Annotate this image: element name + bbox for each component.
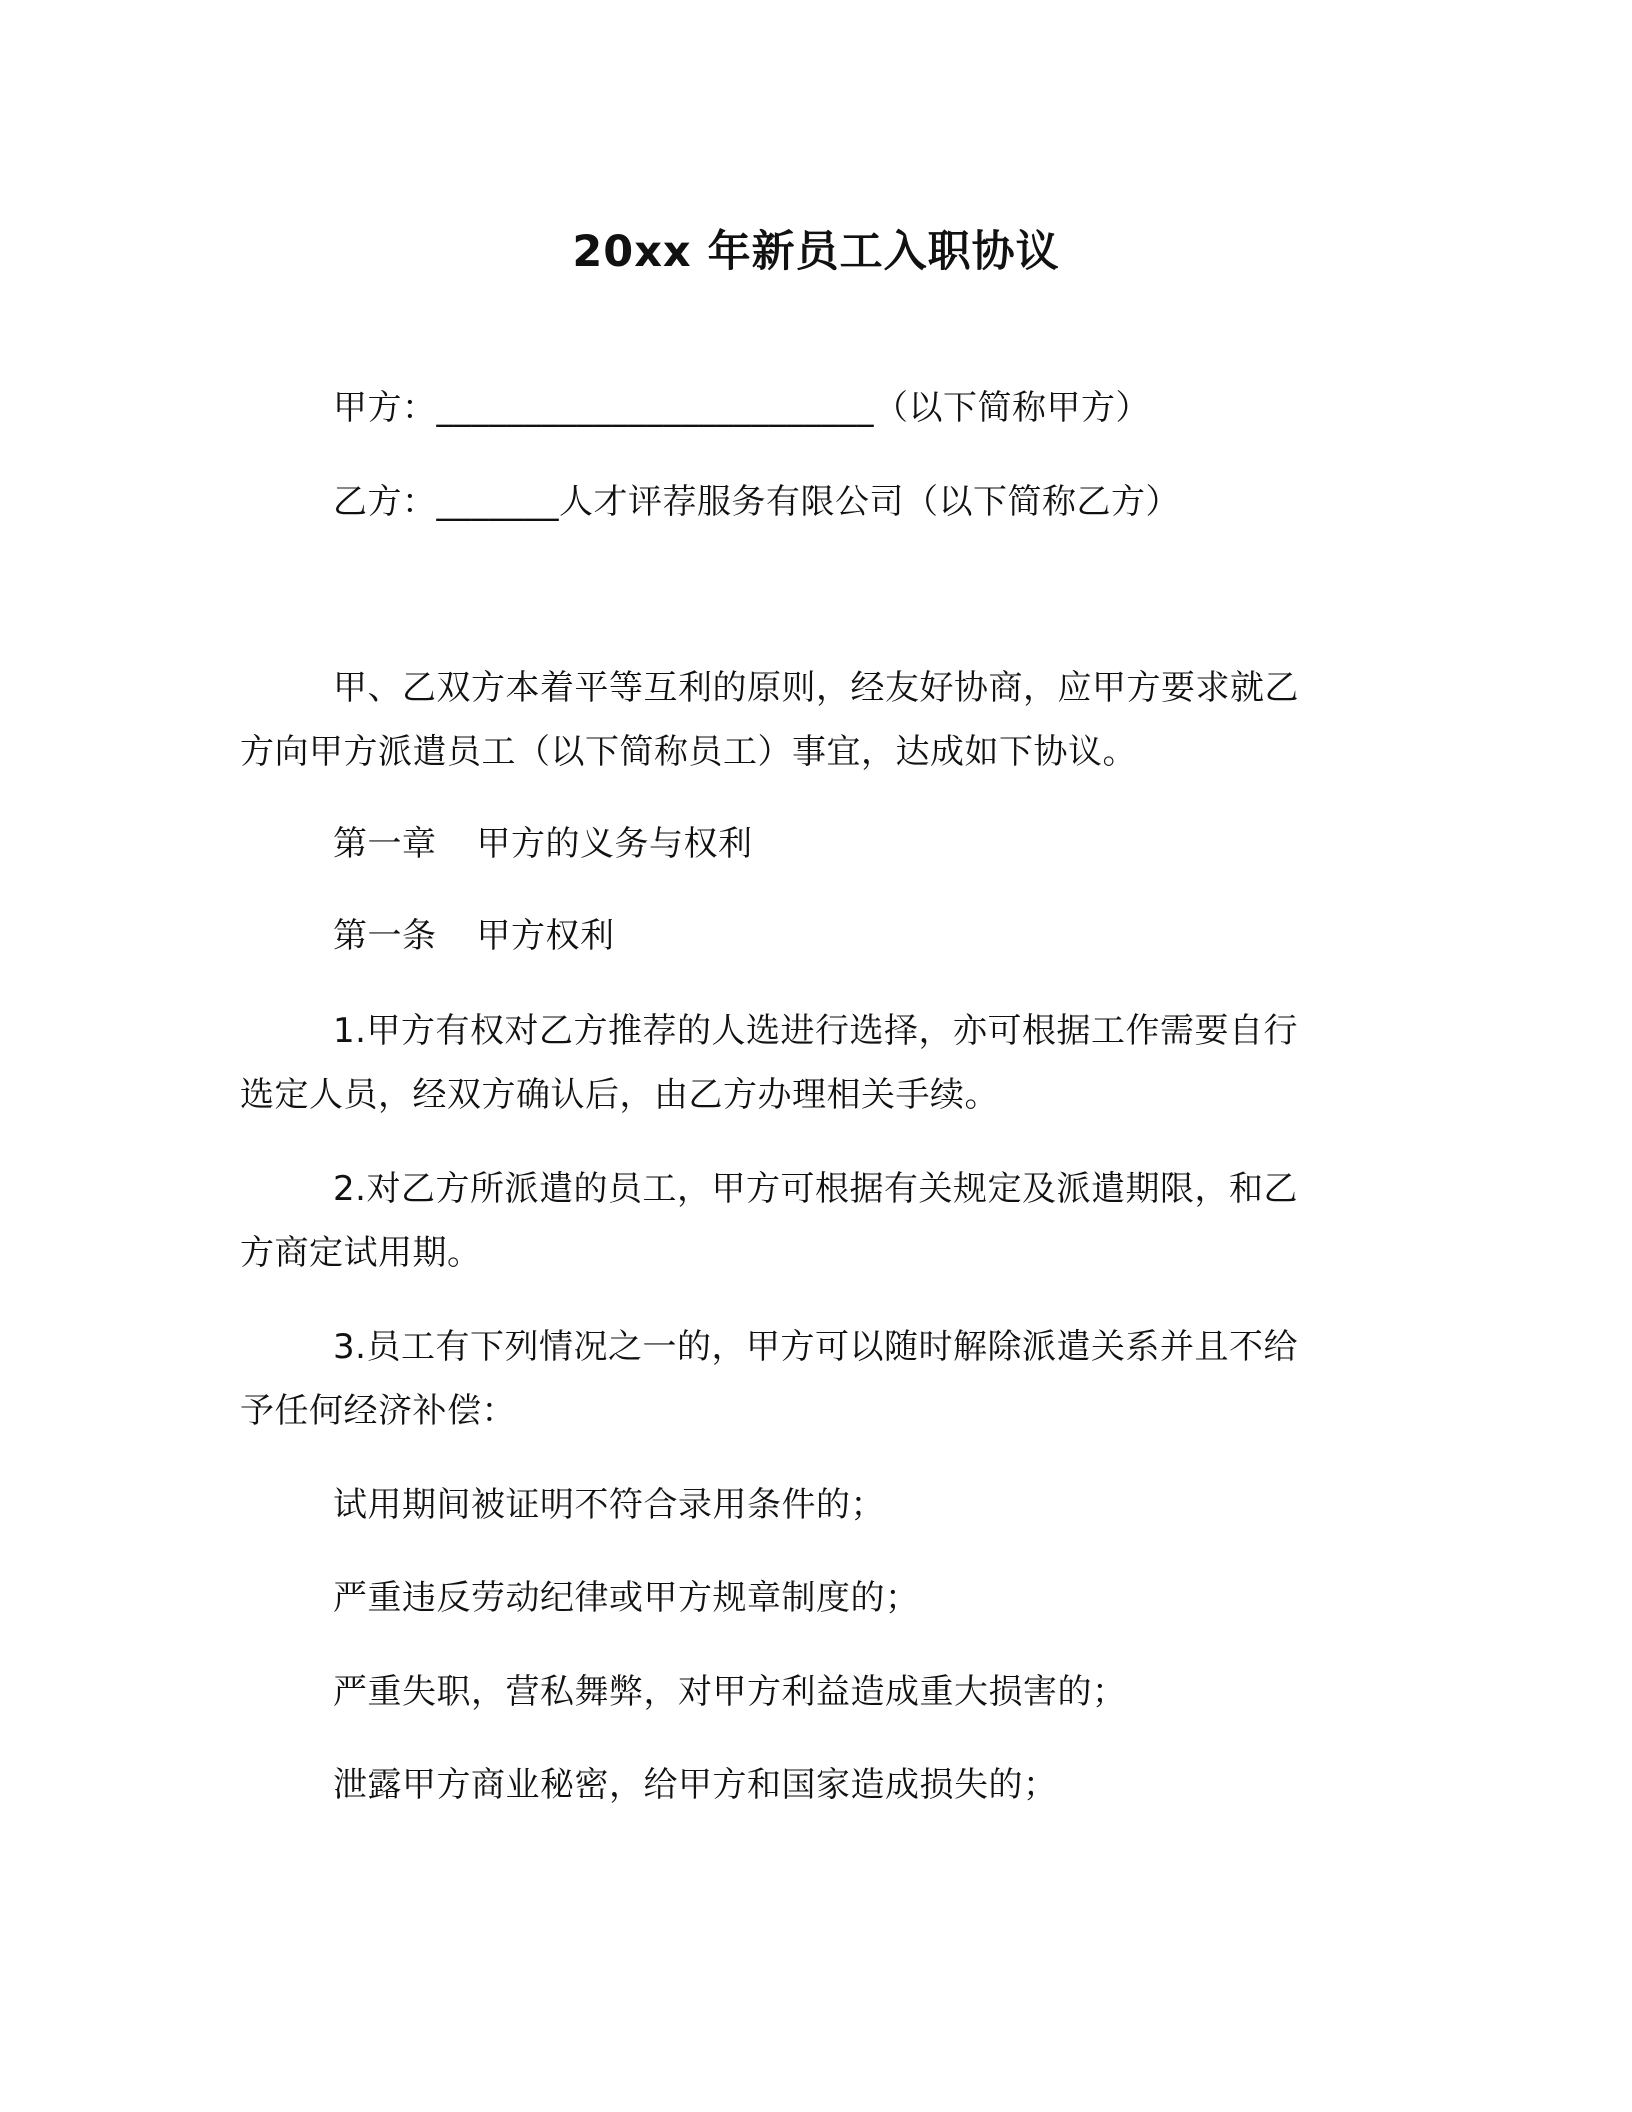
condition-item: 严重失职，营私舞弊，对甲方利益造成重大损害的； bbox=[333, 1672, 1127, 1712]
article-heading bbox=[333, 911, 615, 961]
document-title: 20xx 年新员工入职协议 bbox=[572, 227, 1060, 277]
item-1-line-1: 1.甲方有权对乙方推荐的人选进行选择，亦可根据工作需要自行 bbox=[333, 1011, 1298, 1051]
chapter-title: 甲方的义务与权利 bbox=[476, 824, 753, 864]
intro-paragraph-line-1: 甲、乙双方本着平等互利的原则，经友好协商，应甲方要求就乙 bbox=[333, 668, 1299, 708]
item-3-line-2: 予任何经济补偿： bbox=[240, 1391, 516, 1431]
article-title: 甲方权利 bbox=[476, 916, 615, 956]
article-number: 第一条 bbox=[333, 916, 437, 956]
condition-item: 泄露甲方商业秘密，给甲方和国家造成损失的； bbox=[333, 1765, 1058, 1805]
intro-paragraph-line-2: 方向甲方派遣员工（以下简称员工）事宜，达成如下协议。 bbox=[240, 732, 1137, 772]
item-3-line-1: 3.员工有下列情况之一的，甲方可以随时解除派遣关系并且不给 bbox=[333, 1327, 1298, 1367]
item-1-line-2: 选定人员，经双方确认后，由乙方办理相关手续。 bbox=[240, 1075, 999, 1115]
party-b-line: 乙方：_______人才评荐服务有限公司（以下简称乙方） bbox=[333, 482, 1180, 522]
item-2-line-2: 方商定试用期。 bbox=[240, 1233, 482, 1273]
chapter-heading bbox=[333, 819, 753, 869]
condition-item: 严重违反劳动纪律或甲方规章制度的； bbox=[333, 1578, 920, 1618]
condition-item: 试用期间被证明不符合录用条件的； bbox=[333, 1485, 885, 1525]
party-a-line: 甲方：_________________________（以下简称甲方） bbox=[333, 388, 1150, 428]
chapter-number: 第一章 bbox=[333, 824, 437, 864]
item-2-line-1: 2.对乙方所派遣的员工，甲方可根据有关规定及派遣期限，和乙 bbox=[333, 1169, 1298, 1209]
